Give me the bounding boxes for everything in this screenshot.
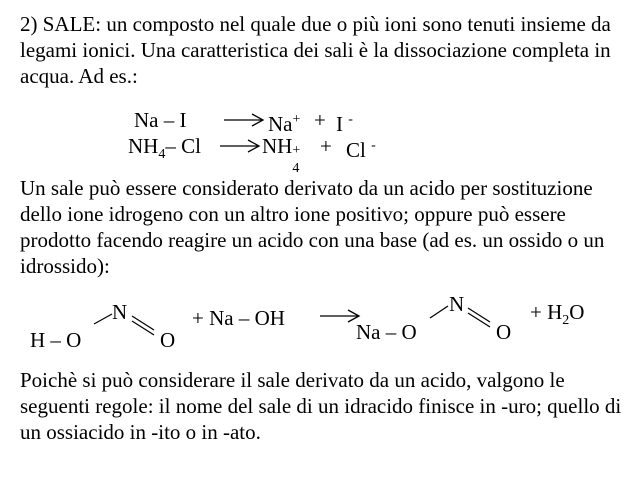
salt-n: N xyxy=(449,292,465,316)
reaction2-lhs: $NH_4-$ Cl xyxy=(128,134,201,163)
outro-paragraph: Poichè si può considerare il sale derivato da un acido, valgono le seguenti regole: il nome del sale di un idracido finisce in -uro; quello di un ossiacido in -ito o in -ato. xyxy=(20,368,622,444)
body-paragraph: Un sale può essere considerato derivato da un acido per sostituzione dello ione idrogeno con un altro ione positivo; oppure può essere prodotto facendo reagire un acido con una base (ad es. un ossido o un idrossido): xyxy=(20,176,605,278)
reaction2-cl-charge: - xyxy=(371,138,376,153)
reaction1-plus: + xyxy=(314,108,326,132)
reaction1-rhs-i: I - xyxy=(336,112,353,136)
reaction1-na-charge: + xyxy=(292,112,301,127)
acid-o: O xyxy=(160,328,176,352)
acid-n: N xyxy=(112,300,128,324)
intro-paragraph: 2) SALE: un composto nel quale due o più ioni sono tenuti insieme da legami ionici. Una caratteristica dei sali è la dissociazione completa in acqua. Ad es.: xyxy=(20,12,611,88)
reagent-naoh: + Na – OH xyxy=(192,306,285,330)
reaction2-plus: + xyxy=(320,134,332,158)
salt-na-o: Na – O xyxy=(356,320,417,344)
reaction1-rhs-na: Na+ xyxy=(268,112,301,136)
reaction2-rhs-cl: Cl - xyxy=(346,138,376,162)
water: + $H_2O$ xyxy=(530,300,585,329)
reaction2-rhs-nh4: NH + 4 xyxy=(262,134,301,176)
salt-o: O xyxy=(496,320,512,344)
reaction1-i-charge: - xyxy=(348,112,353,127)
reaction1-lhs: Na – I xyxy=(134,108,187,132)
acid-h-o: H – O xyxy=(30,328,82,352)
